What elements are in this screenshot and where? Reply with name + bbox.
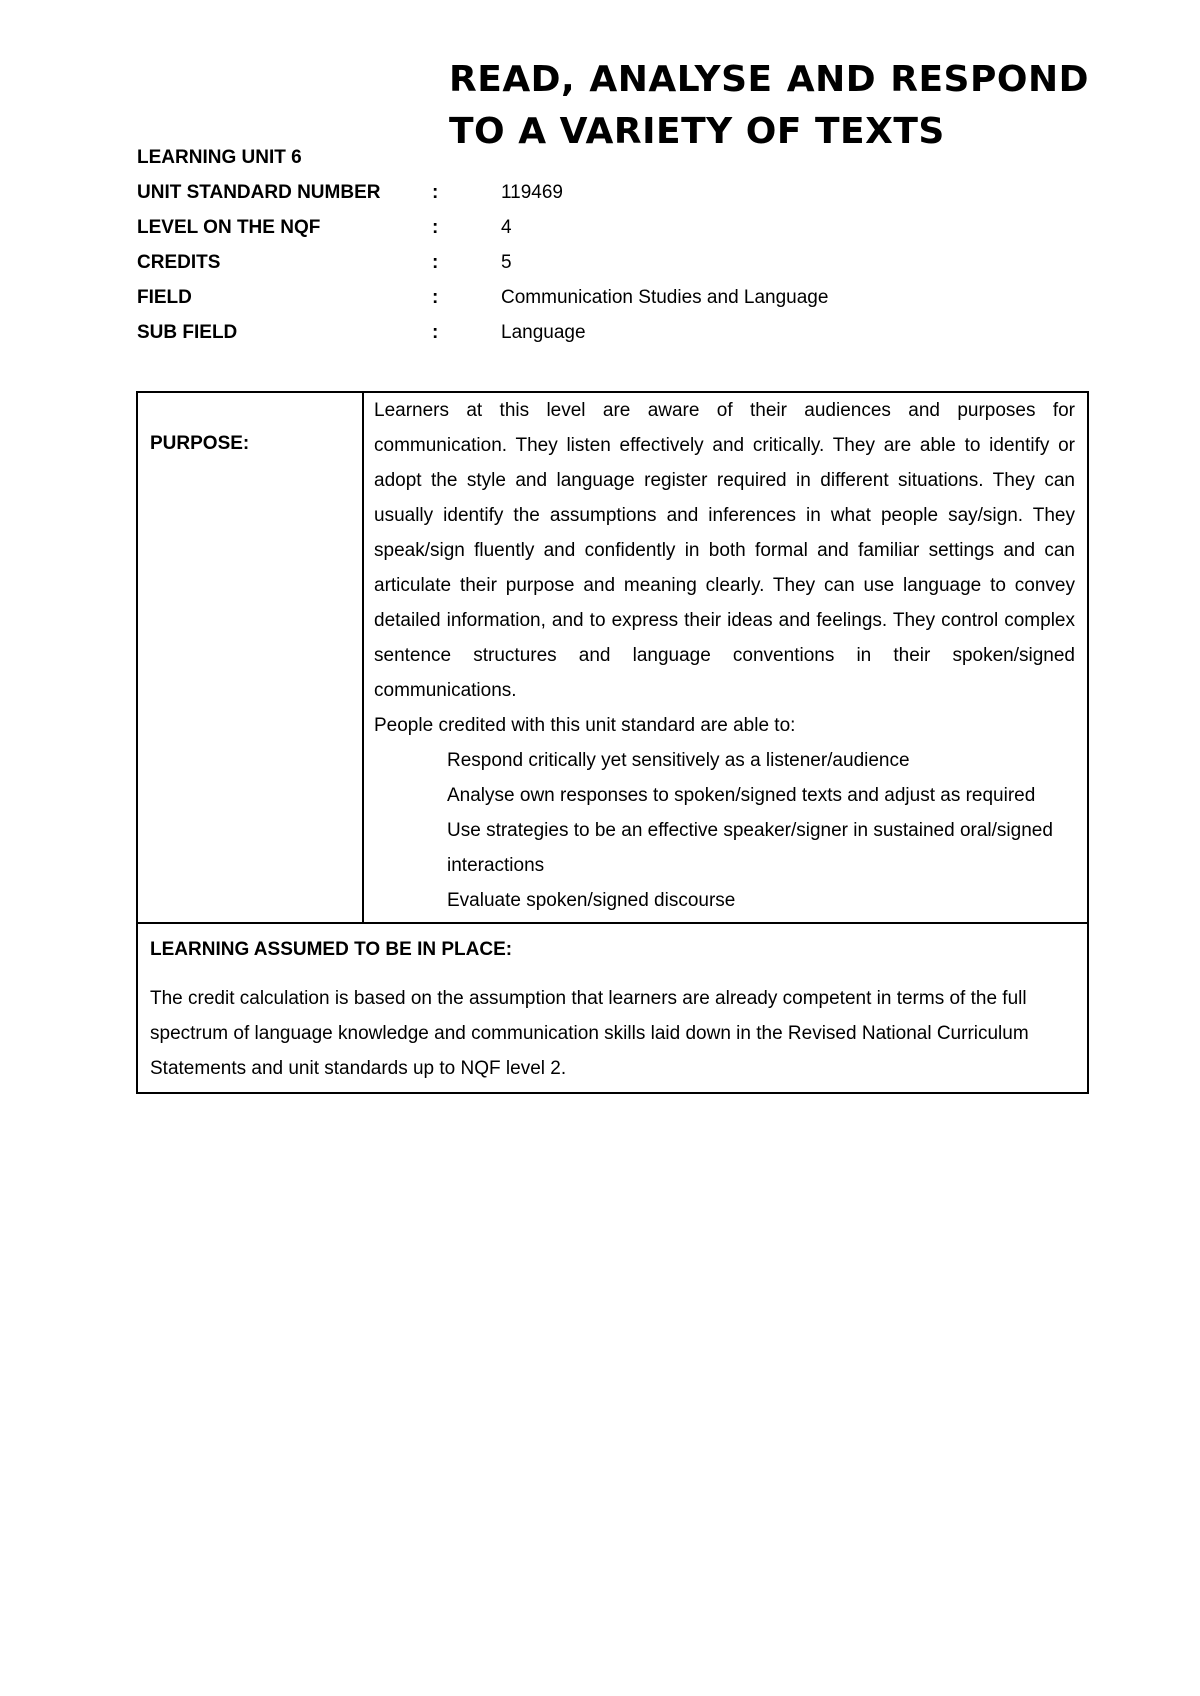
purpose-label-cell [137, 392, 363, 923]
title-word: AND [786, 59, 877, 100]
meta-key: LEVEL ON THE NQF [137, 217, 321, 238]
assumed-heading: LEARNING ASSUMED TO BE IN PLACE: [150, 939, 513, 960]
list-item: Use strategies to be an effective speaker/signer in sustained oral/signed interactions [447, 820, 1053, 876]
meta-separator: : [432, 217, 439, 238]
meta-separator: : [432, 322, 439, 343]
assumed-cell [137, 923, 1088, 1093]
meta-value: Communication Studies and Language [501, 287, 829, 308]
outcomes-intro: People credited with this unit standard are able to: [374, 715, 796, 736]
meta-row-field [137, 285, 828, 320]
purpose-paragraph: Learners at this level are aware of their audiences and purposes for communication. They listen effectively and critically. They are able to identify or adopt the style and language register required in different situations. They can usually identify the assumptions and inferences in what people say/sign. They speak/sign fluently and confidently in both formal and familiar settings and can articulate their purpose and meaning clearly. They can use language to convey detailed information, and to express their ideas and feelings. They control complex sentence structures and language conventions in their spoken/signed communications. [374, 400, 1075, 701]
title-word: RESPOND [890, 59, 1089, 100]
meta-key: SUB FIELD [137, 322, 238, 343]
meta-row-sub-field [137, 320, 828, 355]
purpose-row [137, 392, 1088, 923]
list-item: Evaluate spoken/signed discourse [447, 890, 736, 911]
purpose-text-cell [363, 392, 1088, 923]
meta-value: 5 [501, 252, 512, 273]
meta-row-unit-standard [137, 180, 828, 215]
meta-value: 119469 [501, 182, 563, 203]
title-line-1 [449, 54, 1089, 106]
title-word: READ, [449, 59, 576, 100]
meta-separator: : [432, 252, 439, 273]
assumed-body: The credit calculation is based on the assumption that learners are already competent in terms of the full spectrum of language knowledge and communication skills laid down in the Revised National Curriculum Statements and unit standards up to NQF level 2. [150, 988, 1029, 1079]
purpose-label: PURPOSE: [150, 433, 250, 454]
meta-row-level [137, 215, 828, 250]
purpose-table [136, 391, 1089, 1094]
title-line-2: TO A VARIETY OF TEXTS [449, 111, 945, 152]
document-title [449, 54, 1089, 158]
meta-key: CREDITS [137, 252, 221, 273]
meta-key: UNIT STANDARD NUMBER [137, 182, 381, 203]
outcomes-list [374, 743, 1075, 918]
meta-key: FIELD [137, 287, 192, 308]
learning-unit-label: LEARNING UNIT 6 [137, 147, 302, 168]
unit-metadata [137, 145, 828, 355]
title-word: ANALYSE [589, 59, 773, 100]
list-item: Analyse own responses to spoken/signed texts and adjust as required [447, 785, 1036, 806]
meta-value: 4 [501, 217, 512, 238]
meta-value: Language [501, 322, 586, 343]
assumed-row [137, 923, 1088, 1093]
meta-row-credits [137, 250, 828, 285]
meta-separator: : [432, 287, 439, 308]
meta-separator: : [432, 182, 439, 203]
list-item: Respond critically yet sensitively as a listener/audience [447, 750, 910, 771]
